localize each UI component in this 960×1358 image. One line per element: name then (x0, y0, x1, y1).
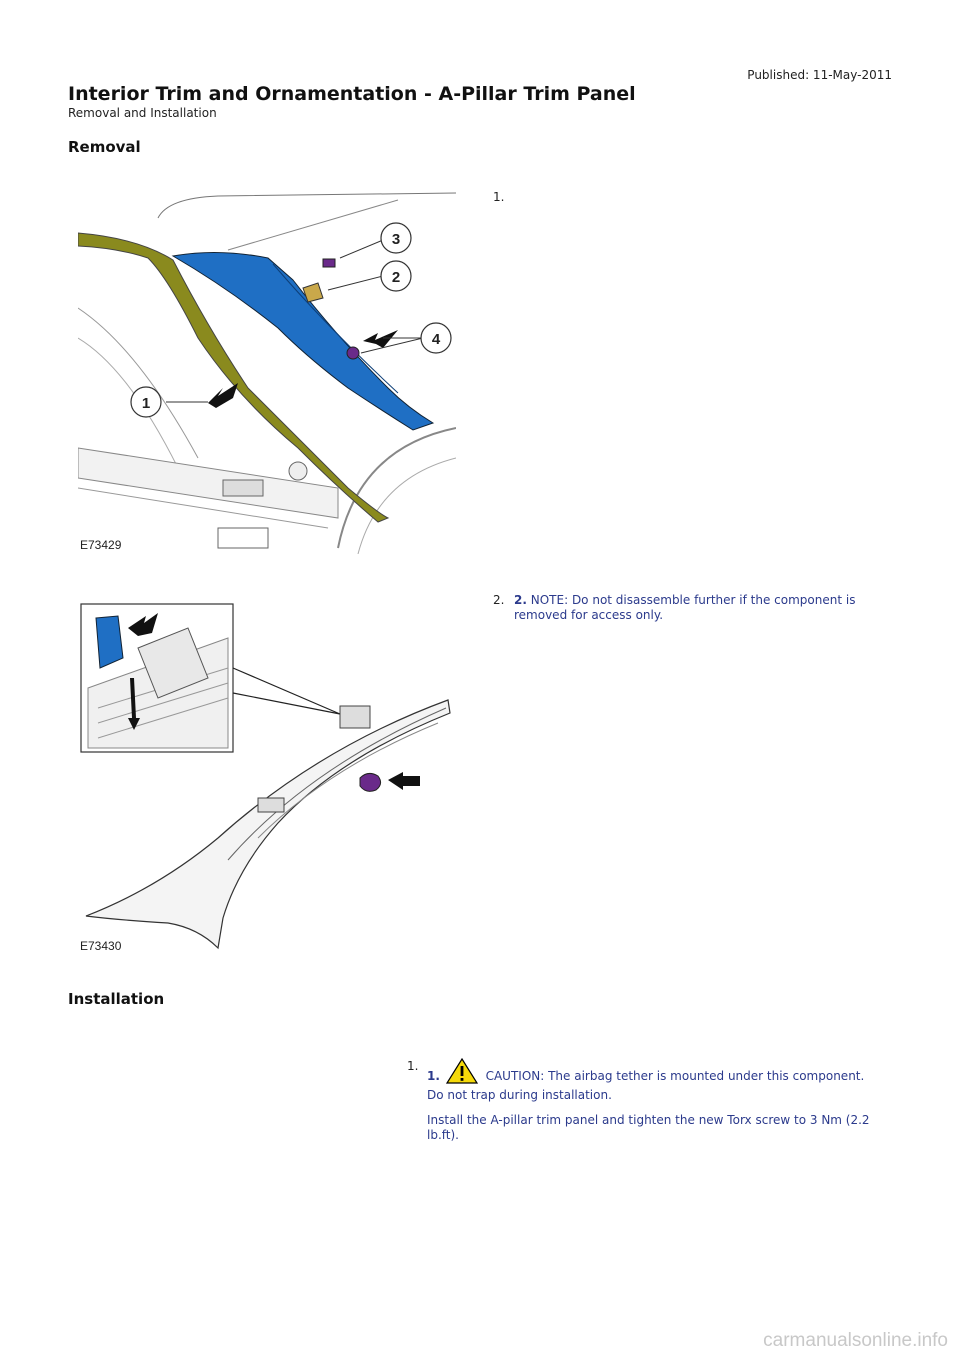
warning-triangle-icon (446, 1058, 478, 1088)
removal-step-2 (514, 593, 886, 623)
installation-step-1-caution: CAUTION: The airbag tether is mounted under this component. Do not trap during installation. (427, 1069, 865, 1102)
removal-heading: Removal (68, 138, 141, 156)
removal-step-2-text: NOTE: Do not disassemble further if the component is removed for access only. (514, 593, 856, 622)
callout-3: 3 (391, 231, 401, 248)
published-date: Published: 11-May-2011 (747, 68, 892, 82)
callout-4: 4 (431, 331, 441, 348)
figure-e73429 (78, 188, 456, 554)
removal-step-2-number: 2. (493, 593, 505, 607)
page-subtitle: Removal and Installation (68, 106, 217, 120)
installation-step-1-number: 1. (407, 1059, 419, 1073)
callout-2: 2 (391, 269, 401, 286)
removal-step-2-bold-number: 2. (514, 593, 527, 607)
installation-step-1-bold-number: 1. (427, 1069, 440, 1083)
installation-heading: Installation (68, 990, 165, 1008)
page-title: Interior Trim and Ornamentation - A-Pillar Trim Panel (68, 83, 636, 105)
figure-code: E73430 (80, 939, 122, 953)
installation-step-1 (427, 1044, 877, 1153)
figure-e73429-illustration (78, 188, 456, 554)
installation-step-1-text: Install the A-pillar trim panel and tighten the new Torx screw to 3 Nm (2.2 lb.ft). (427, 1113, 870, 1142)
removal-step-1-number: 1. (493, 190, 505, 204)
figure-e73430-illustration (78, 598, 456, 956)
watermark: carmanualsonline.info (763, 1330, 948, 1351)
callout-1: 1 (141, 395, 151, 412)
figure-code: E73429 (80, 538, 122, 552)
figure-e73430 (78, 598, 456, 956)
